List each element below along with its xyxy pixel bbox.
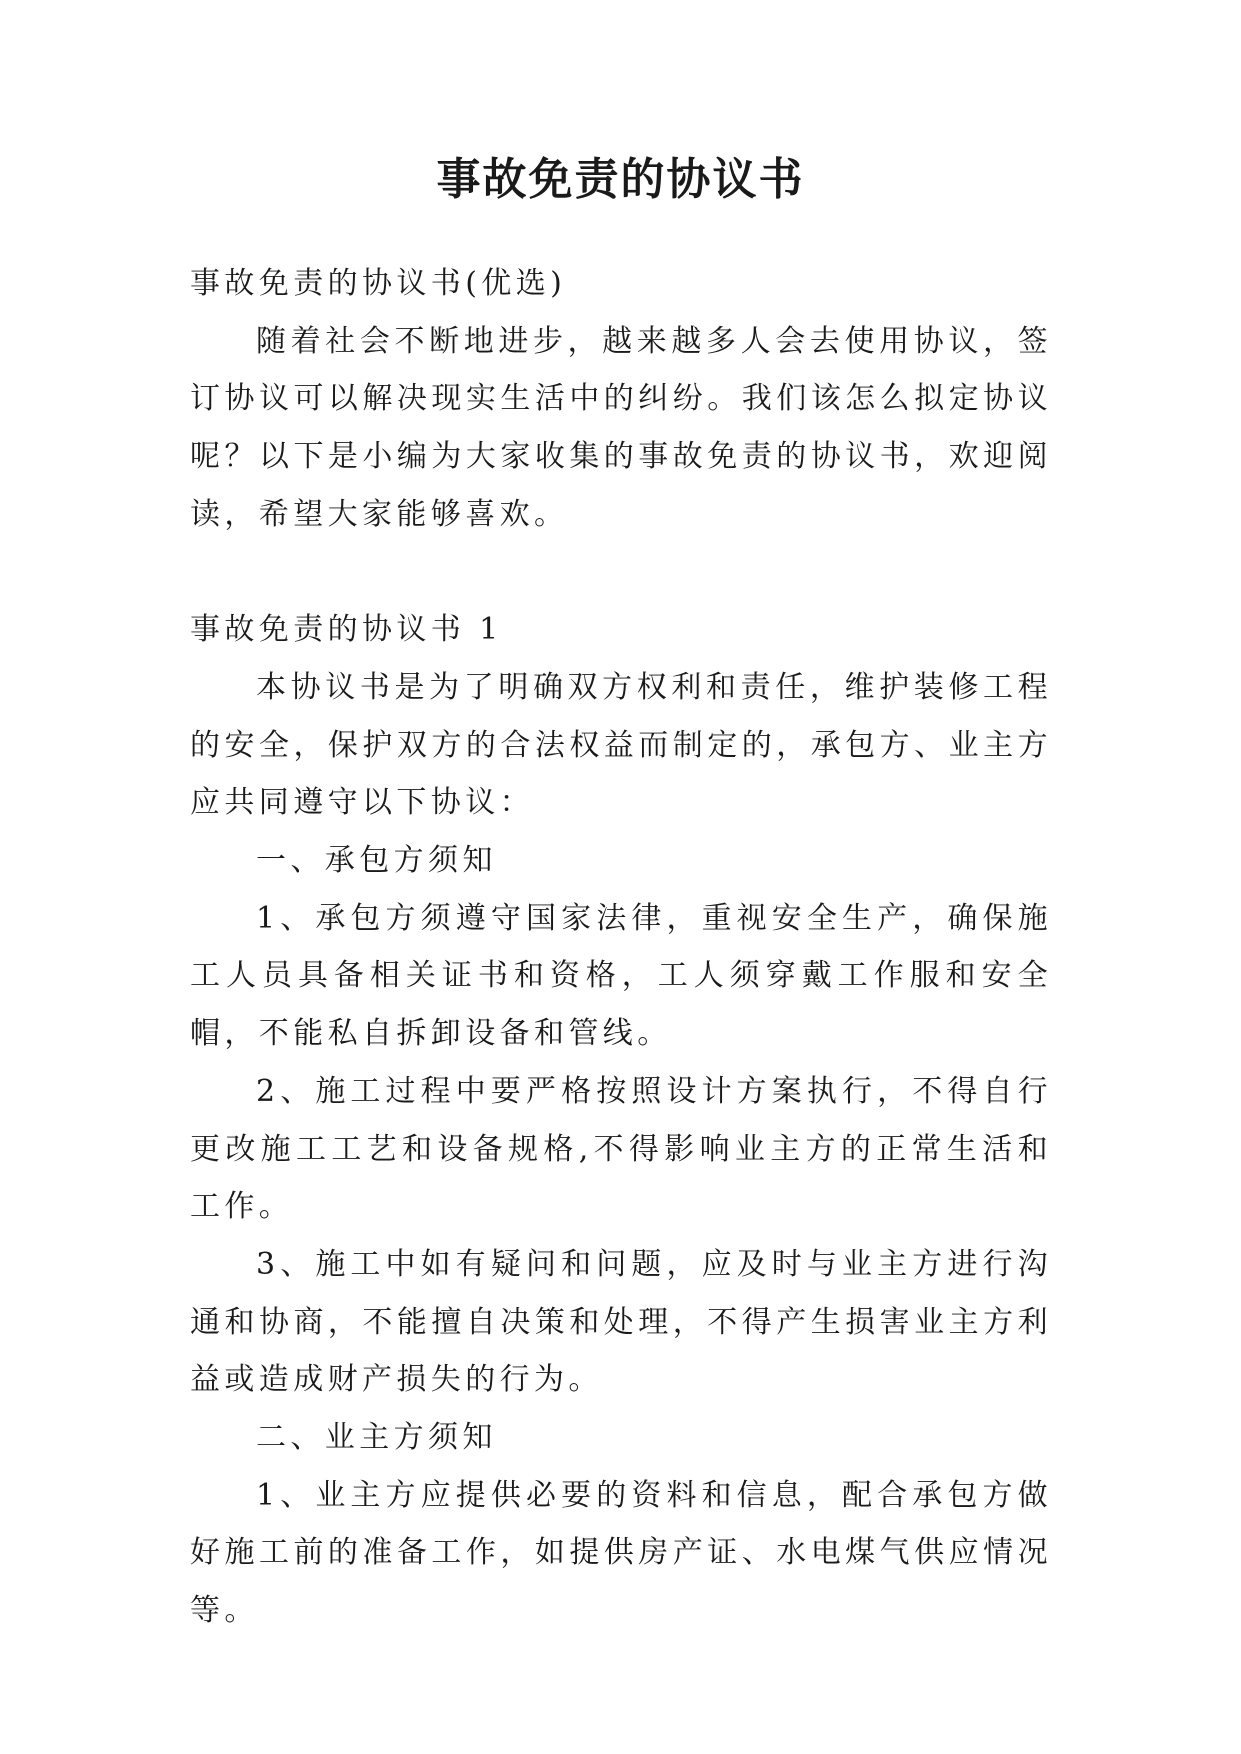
document-title: 事故免责的协议书: [436, 154, 805, 205]
section-heading: 事故免责的协议书 1: [190, 612, 503, 648]
part-heading-contractor: 一、承包方须知: [256, 843, 497, 879]
intro-paragraph: 随着社会不断地进步，越来越多人会去使用协议，签订协议可以解决现实生活中的纠纷。我们该怎么拟定协议呢？以下是小编为大家收集的事故免责的协议书，欢迎阅读，希望大家能够喜欢。: [190, 323, 1052, 532]
paragraph-gap: [190, 544, 1052, 602]
contractor-clause-1: 1、承包方须遵守国家法律，重视安全生产，确保施工人员具备相关证书和资格，工人须穿戴工作服和安全帽，不能私自拆卸设备和管线。: [190, 900, 1052, 1052]
document-body: [190, 255, 1052, 1640]
owner-clause-1: 1、业主方应提供必要的资料和信息，配合承包方做好施工前的准备工作，如提供房产证、水电煤气供应情况等。: [190, 1477, 1052, 1629]
part-heading-owner: 二、业主方须知: [256, 1420, 497, 1456]
section-intro-paragraph: 本协议书是为了明确双方权利和责任，维护装修工程的安全，保护双方的合法权益而制定的，承包方、业主方应共同遵守以下协议：: [190, 669, 1052, 821]
contractor-clause-3: 3、施工中如有疑问和问题，应及时与业主方进行沟通和协商，不能擅自决策和处理，不得产生损害业主方利益或造成财产损失的行为。: [190, 1246, 1052, 1398]
contractor-clause-2: 2、施工过程中要严格按照设计方案执行，不得自行更改施工工艺和设备规格,不得影响业主方的正常生活和工作。: [190, 1073, 1052, 1225]
document-subtitle: 事故免责的协议书(优选): [190, 266, 567, 301]
